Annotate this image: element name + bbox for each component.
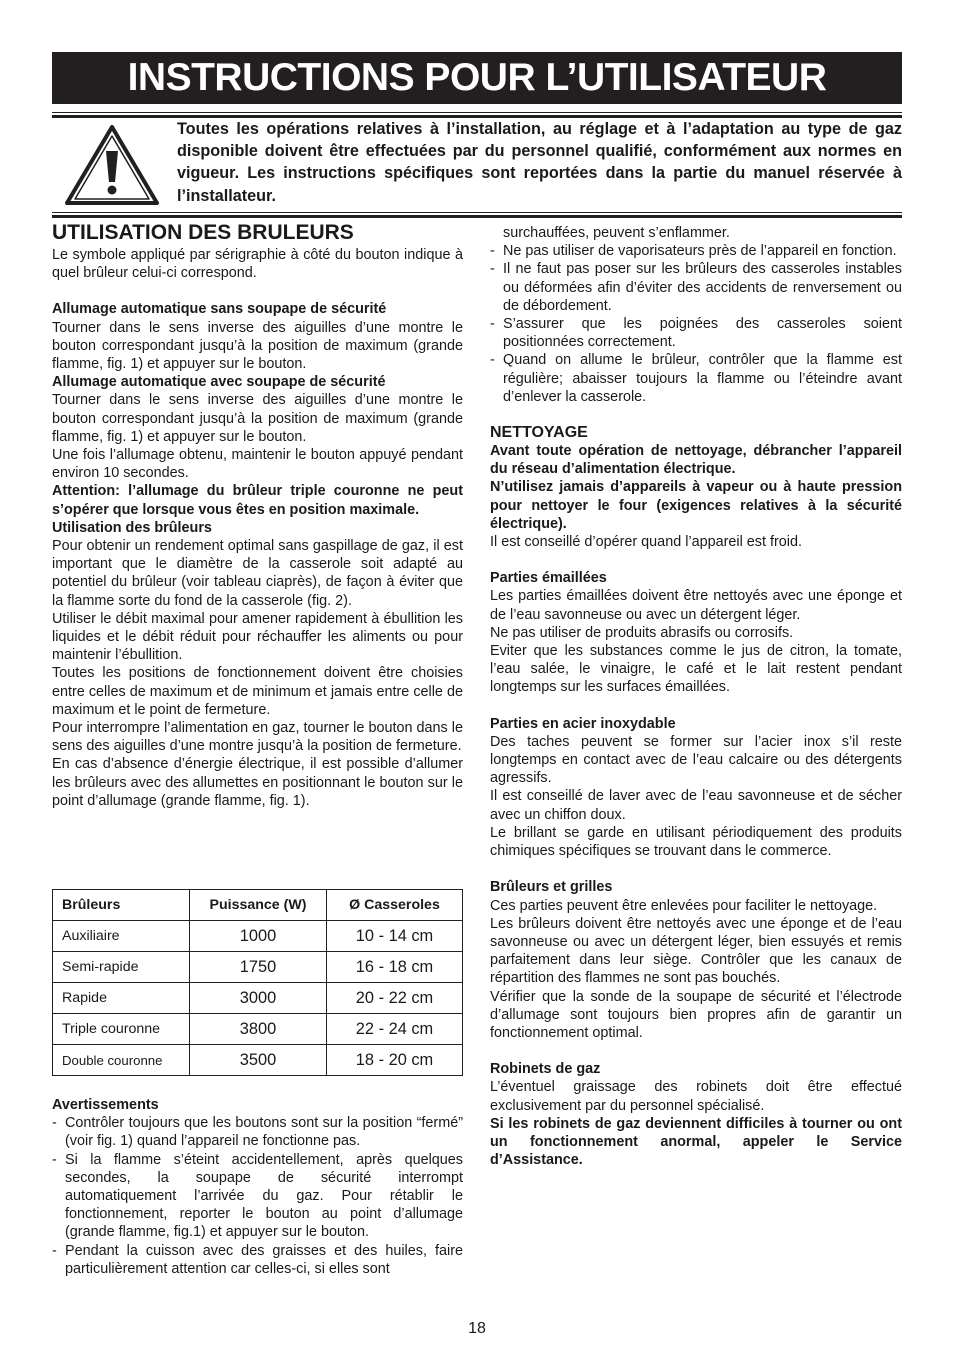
text-hold: Une fois l’allumage obtenu, maintenir le bouton appuyé pendant environ 10 secondes.	[52, 447, 463, 482]
intro-text: Le symbole appliqué par sérigraphie à côté du bouton indique à quel brûleur celui-ci correspond.	[52, 247, 463, 282]
usage-paragraph-4: Pour interrompre l’alimentation en gaz, tourner le bouton dans le sens des aiguilles d’une montre jusqu’à la position de fermeture.	[52, 720, 463, 755]
section-title-cleaning: NETTOYAGE	[490, 424, 588, 442]
steel-paragraph-1: Des taches peuvent se former sur l’acier inox s’il reste longtemps en contact avec de l’eau calcaire ou des détergents agressifs.	[490, 733, 902, 787]
warnings-block	[52, 1096, 463, 1278]
table-cell-pan: 18 - 20 cm	[327, 1045, 463, 1076]
cleaning-warning-1: Avant toute opération de nettoyage, débrancher l’appareil du réseau d’alimentation électrique.	[490, 443, 902, 478]
list-item: - Ne pas utiliser de vaporisateurs près de l’appareil en fonction.	[490, 242, 902, 260]
taps-paragraph-1: L’éventuel graissage des robinets doit être effectué exclusivement par du personnel spécialisé.	[490, 1079, 902, 1114]
table-header-row	[53, 890, 463, 921]
cleaning-advice: Il est conseillé d’opérer quand l’appareil est froid.	[490, 534, 802, 551]
table-cell-burner: Rapide	[53, 983, 190, 1014]
table-cell-pan: 20 - 22 cm	[327, 983, 463, 1014]
usage-paragraph-5: En cas d’absence d’énergie électrique, il est possible d’allumer les brûleurs avec des allumettes en positionnant le bouton sur le point d’allumage (grande flamme, fig. 1).	[52, 756, 463, 809]
heading-auto-no-valve: Allumage automatique sans soupape de sécurité	[52, 301, 387, 318]
table-cell-power: 1750	[190, 952, 327, 983]
page-header	[52, 52, 902, 104]
table-header: Puissance (W)	[190, 890, 327, 921]
text-auto-no-valve: Tourner dans le sens inverse des aiguilles d’une montre le bouton correspondant jusqu’à la position de maximum (grande flamme, fig. 1) et appuyer sur le bouton.	[52, 319, 463, 373]
usage-paragraph-3: Toutes les positions de fonctionnement doivent être choisies entre celles de maximum et de minimum et jamais entre celle de maximum et le point de fermeture.	[52, 665, 463, 718]
heading-steel: Parties en acier inoxydable	[490, 715, 676, 732]
warning-triangle-icon	[64, 124, 160, 206]
warning-bottom-rule-thin	[52, 212, 902, 213]
steel-paragraph-3: Le brillant se garde en utilisant périodiquement des produits chimiques spécifiques se trouvant dans le commerce.	[490, 824, 902, 860]
list-item: - Quand on allume le brûleur, contrôler que la flamme est régulière; abaisser toujours la flamme ou l’éteindre avant d’enlever la casserole.	[490, 351, 902, 406]
warning-bottom-rule-thick	[52, 215, 902, 218]
list-item: - Pendant la cuisson avec des graisses et des huiles, faire particulièrement attention car celles-ci, si elles sont	[52, 1242, 463, 1278]
table-row	[53, 921, 463, 952]
warning-text: Toutes les opérations relatives à l’installation, au réglage et à l’adaptation au type de gaz disponible doivent être effectuées par du personnel qualifié, conformément aux normes en vigueur. Les instructions spécifiques sont reportées dans la partie du manuel réservée à l’installateur.	[177, 120, 902, 205]
cleaning-warning-2: N’utilisez jamais d’appareils à vapeur ou à haute pression pour nettoyer le four (exigences relatives à la sécurité électrique).	[490, 479, 902, 532]
burner-table	[52, 889, 463, 1076]
list-item: - S’assurer que les poignées des casseroles soient positionnées correctement.	[490, 315, 902, 351]
section-title-burners: UTILISATION DES BRULEURS	[52, 221, 354, 244]
table-row	[53, 1014, 463, 1045]
table-row	[53, 952, 463, 983]
table-row	[53, 983, 463, 1014]
heading-gas-taps: Robinets de gaz	[490, 1061, 601, 1078]
left-column	[52, 221, 463, 810]
heading-usage: Utilisation des brûleurs	[52, 519, 212, 536]
enamel-paragraph-3: Eviter que les substances comme le jus de citron, la tomate, l’eau salée, le vinaigre, le café et le lait restent pendant longtemps sur les surfaces émaillées.	[490, 643, 902, 696]
burners-paragraph-1: Ces parties peuvent être enlevées pour faciliter le nettoyage.	[490, 897, 878, 914]
table-cell-power: 3000	[190, 983, 327, 1014]
steel-paragraph-2: Il est conseillé de laver avec de l’eau savonneuse et de sécher avec un chiffon doux.	[490, 788, 902, 823]
table-cell-burner: Double couronne	[53, 1045, 190, 1076]
heading-burners-grids: Brûleurs et grilles	[490, 879, 613, 896]
heading-enamel: Parties émaillées	[490, 570, 607, 587]
text-attention: Attention: l’allumage du brûleur triple couronne ne peut s’opérer que lorsque vous êtes en position maximale.	[52, 483, 463, 518]
heading-auto-valve: Allumage automatique avec soupape de sécurité	[52, 374, 386, 391]
list-item: - Contrôler toujours que les boutons sont sur la position “fermé” (voir fig. 1) quand l’appareil ne fonctionne pas.	[52, 1114, 463, 1150]
heading-warnings: Avertissements	[52, 1097, 159, 1113]
table-cell-burner: Auxiliaire	[53, 921, 190, 952]
warnings-continued: surchauffées, peuvent s’enflammer.	[503, 225, 730, 241]
table-cell-power: 1000	[190, 921, 327, 952]
warning-top-rule-thin	[52, 112, 902, 113]
usage-paragraph-1: Pour obtenir un rendement optimal sans gaspillage de gaz, il est important que le diamètre de la casserole soit adapté au potentiel du brûleur (voir tableau ciaprès), de façon à éviter que la flamme sorte du fond de la casserole (fig. 2).	[52, 538, 463, 609]
warnings-list-continued	[490, 242, 902, 406]
enamel-paragraph-2: Ne pas utiliser de produits abrasifs ou corrosifs.	[490, 624, 794, 641]
enamel-paragraph-1: Les parties émaillées doivent être nettoyés avec une éponge et de l’eau savonneuse ou avec un détergent léger.	[490, 588, 902, 623]
burners-paragraph-2: Les brûleurs doivent être nettoyés avec une éponge et de l’eau savonneuse ou avec un détergent léger, bien essuyés et remis parfaitement dans leur siège. Contrôler que les canaux de répartition des flammes ne sont pas bouchés.	[490, 915, 902, 987]
warnings-list	[52, 1114, 463, 1278]
table-header: Ø Casseroles	[327, 890, 463, 921]
table-cell-pan: 10 - 14 cm	[327, 921, 463, 952]
table-cell-pan: 22 - 24 cm	[327, 1014, 463, 1045]
burners-paragraph-3: Vérifier que la sonde de la soupape de sécurité et l’électrode d’allumage sont toujours bien propres afin de garantir un fonctionnement optimal.	[490, 988, 902, 1041]
page-number: 18	[468, 1320, 486, 1337]
list-item: - Il ne faut pas poser sur les brûleurs des casseroles instables ou déformées afin d’éviter des accidents de renversement ou de débordement.	[490, 260, 902, 315]
table-cell-burner: Semi-rapide	[53, 952, 190, 983]
taps-warning: Si les robinets de gaz deviennent difficiles à tourner ou ont un fonctionnement anormal, appeler le Service d’Assistance.	[490, 1115, 902, 1169]
page-title: INSTRUCTIONS POUR L’UTILISATEUR	[127, 56, 827, 99]
list-item: - Si la flamme s’éteint accidentellement, après quelques secondes, la soupape de sécurité interrompt automatiquement l’arrivée du gaz. Pour rétablir le fonctionnement, reporter le bouton au point d’allumage (grande flamme, fig.1) et appuyer sur le bouton.	[52, 1151, 463, 1242]
text-auto-valve: Tourner dans le sens inverse des aiguilles d’une montre le bouton correspondant jusqu’à la position de maximum (grande flamme, fig. 1) et appuyer sur le bouton.	[52, 392, 463, 445]
table-row	[53, 1045, 463, 1076]
usage-paragraph-2: Utiliser le débit maximal pour amener rapidement à ébullition les liquides et le débit réduit pour réchauffer les aliments ou pour maintenir l’ébullition.	[52, 610, 463, 664]
table-cell-power: 3800	[190, 1014, 327, 1045]
table-cell-power: 3500	[190, 1045, 327, 1076]
table-header: Brûleurs	[53, 890, 190, 921]
right-column	[490, 224, 902, 1169]
table-cell-burner: Triple couronne	[53, 1014, 190, 1045]
table-cell-pan: 16 - 18 cm	[327, 952, 463, 983]
